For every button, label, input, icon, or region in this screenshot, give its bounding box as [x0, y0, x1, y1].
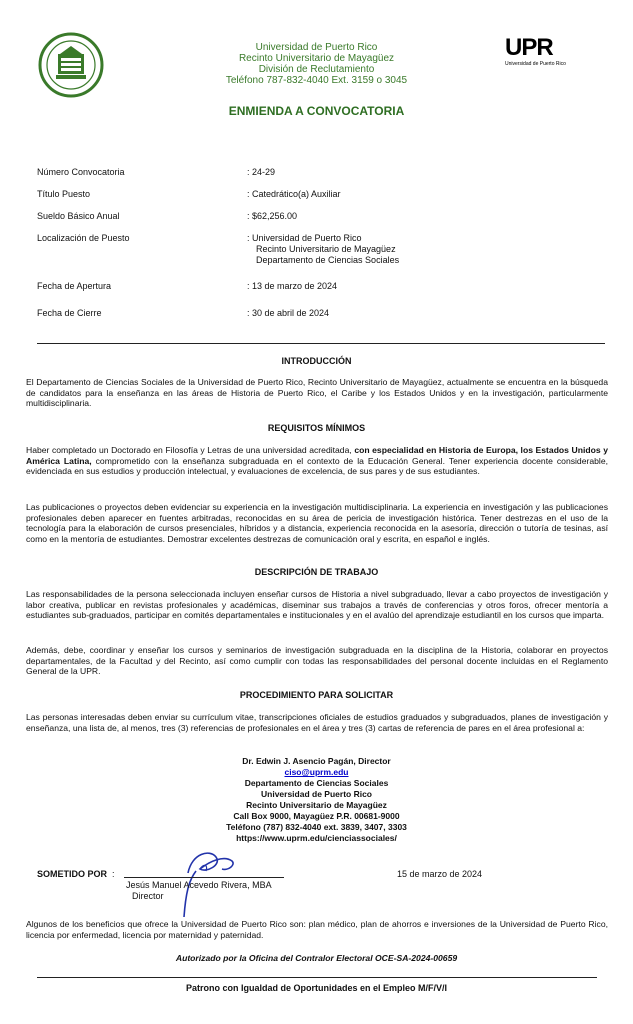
field-value-titulo: : Catedrático(a) Auxiliar	[247, 189, 341, 199]
field-value-localizacion-3: Departamento de Ciencias Sociales	[256, 255, 400, 265]
field-label-apertura: Fecha de Apertura	[37, 281, 112, 291]
upr-logo-subtext: Universidad de Puerto Rico	[505, 61, 566, 67]
contact-email-link[interactable]: ciso@uprm.edu	[284, 767, 349, 777]
field-value-numero: : 24-29	[247, 167, 276, 177]
requisitos-text-a: Haber completado un Doctorado en Filosofía y Letras de una universidad acreditada,	[26, 445, 355, 455]
intro-paragraph: El Departamento de Ciencias Sociales de la Universidad de Puerto Rico, Recinto Universitario de Mayagüez, actualmente se encuentra en la búsqueda de candidatos para la enseñanza en las áreas de Historia de Puerto Rico, el Caribe y los Estados Unidos y en la investigación, particularmente multidisciplinaria.	[26, 377, 608, 408]
footer-authorization: Autorizado por la Oficina del Contralor Electoral OCE-SA-2024-00659	[175, 953, 458, 963]
contact-dept: Departamento de Ciencias Sociales	[244, 778, 389, 788]
header-phone: Teléfono 787-832-4040 Ext. 3159 o 3045	[225, 75, 408, 86]
submitted-by-label: SOMETIDO POR	[37, 869, 108, 879]
contact-box: Call Box 9000, Mayagüez P.R. 00681-9000	[233, 811, 400, 821]
contact-web[interactable]: https://www.uprm.edu/cienciassociales/	[236, 833, 397, 843]
descripcion-paragraph-1: Las responsabilidades de la persona seleccionada incluyen enseñar cursos de Historia a nivel subgraduado, llevar a cabo proyectos de investigación y labor creativa, publicar en revistas profesionales y académicas, diseminar sus trabajos a través de conferencias y otros foros, ofrecer mentoría a estudiantes sub-graduados, participar en comités departamentales e institucionales y en el avalúo del aprendizaje estudiantil en los cursos que imparta.	[26, 589, 608, 620]
field-label-cierre: Fecha de Cierre	[37, 308, 102, 318]
procedimiento-paragraph: Las personas interesadas deben enviar su currículum vitae, transcripciones oficiales de estudios graduados y subgraduados, planes de investigación y enseñanza, una lista de, al menos, tres (3) referencias de profesionales en el área y tres (3) cartas de referencia de pares en el área profesional a:	[26, 712, 608, 733]
section-title-descripcion: DESCRIPCIÓN DE TRABAJO	[254, 567, 379, 577]
contact-phone: Teléfono (787) 832-4040 ext. 3839, 3407, 3303	[226, 822, 407, 832]
footer-equal-opportunity: Patrono con Igualdad de Oportunidades en el Empleo M/F/V/I	[185, 983, 448, 993]
field-label-numero: Número Convocatoria	[37, 167, 125, 177]
field-label-titulo: Título Puesto	[37, 189, 91, 199]
field-value-apertura: : 13 de marzo de 2024	[247, 281, 338, 291]
contact-email-row	[0, 767, 633, 778]
header-university: Universidad de Puerto Rico	[255, 42, 378, 53]
section-title-requisitos: REQUISITOS MÍNIMOS	[267, 423, 366, 433]
field-value-localizacion-2: Recinto Universitario de Mayagüez	[256, 244, 396, 254]
field-label-localizacion: Localización de Puesto	[37, 233, 130, 243]
signature-date: 15 de marzo de 2024	[397, 869, 483, 879]
field-label-sueldo: Sueldo Básico Anual	[37, 211, 120, 221]
header-campus: Recinto Universitario de Mayagüez	[238, 53, 395, 64]
benefits-paragraph: Algunos de los beneficios que ofrece la Universidad de Puerto Rico son: plan médico, plan de ahorros e inversiones de la Universidad de Puerto Rico, licencia por enfermedad, licencia por maternidad y paternidad.	[26, 919, 608, 940]
signer-name: Jesús Manuel Acevedo Rivera, MBA	[126, 880, 272, 890]
contact-univ: Universidad de Puerto Rico	[261, 789, 372, 799]
descripcion-paragraph-2: Además, debe, coordinar y enseñar los cursos y seminarios de investigación subgraduada en la disciplina de la Historia, colaborar en proyectos departamentales, de la Facultad y del Recinto, así como cumplir con todas las responsabilidades del personal docente incluidas en el Reglamento General de la UPR.	[26, 645, 608, 676]
document-title: ENMIENDA A CONVOCATORIA	[228, 104, 405, 118]
signer-role: Director	[132, 891, 164, 901]
submitted-by-colon: :	[112, 869, 115, 879]
header-division: División de Reclutamiento	[258, 64, 375, 75]
requisitos-text-c: comprometido con la enseñanza subgraduada en el contexto de la Educación General. Tener experiencia docente considerable, evidenciada en sus estudios y producción intelectual, y evaluaciones de excelencia, de sus pares y de sus estudiantes.	[26, 455, 608, 476]
contact-campus: Recinto Universitario de Mayagüez	[246, 800, 387, 810]
university-seal	[38, 32, 104, 98]
requisitos-paragraph-2: Las publicaciones o proyectos deben evidenciar su experiencia en la investigación multidisciplinaria. La experiencia en investigación y las publicaciones profesionales deben aparecer en fuentes arbitradas, reconocidas en su área de pericia de investigación histórica. Tener destrezas en el uso de la tecnología para la elaboración de cursos presenciales, híbridos y a distancia, experiencia reconocida en la asesoría, dirección o tutoría de tesinas, así como en la mentoría de estudiantes. Demostrar excelentes destrezas de comunicación oral y escrita, en español e inglés.	[26, 502, 608, 544]
upr-logo-text: UPR	[505, 34, 553, 61]
divider	[37, 343, 605, 344]
field-value-cierre: : 30 de abril de 2024	[247, 308, 330, 318]
footer-divider	[37, 977, 597, 978]
field-value-localizacion: : Universidad de Puerto Rico	[247, 233, 362, 243]
requisitos-specialty: con especialidad en Historia de Europa, los Estados Unidos y América Latina,	[26, 445, 608, 466]
upr-logo	[505, 36, 595, 70]
field-value-sueldo: : $62,256.00	[247, 211, 298, 221]
signature-line	[124, 877, 284, 878]
section-title-procedimiento: PROCEDIMIENTO PARA SOLICITAR	[239, 690, 394, 700]
contact-name: Dr. Edwin J. Asencio Pagán, Director	[242, 756, 391, 766]
section-title-intro: INTRODUCCIÓN	[281, 356, 352, 366]
requisitos-paragraph-1	[26, 445, 608, 477]
